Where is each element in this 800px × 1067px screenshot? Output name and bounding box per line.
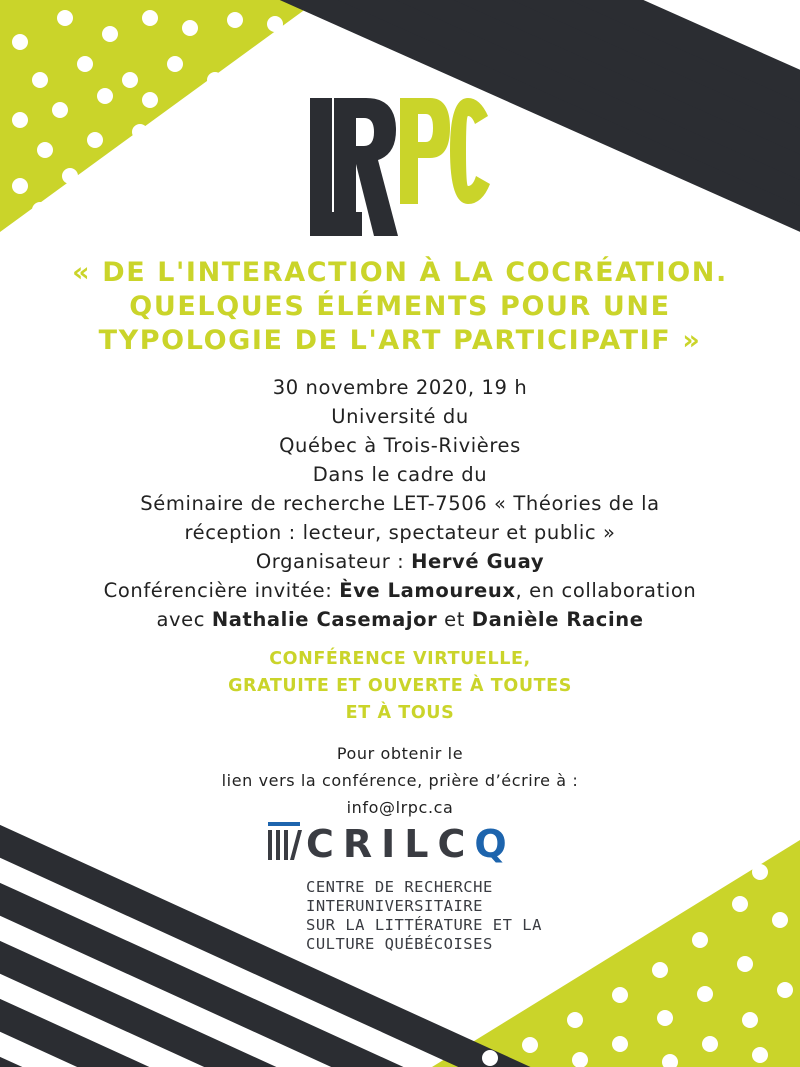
venue-line-2: Québec à Trois-Rivières: [279, 434, 521, 457]
collaborator-2: Danièle Racine: [471, 608, 644, 631]
seminar-line-2: réception : lecteur, spectateur et public »: [184, 521, 616, 544]
logo-c: [450, 98, 490, 204]
collab-label: , en collaboration: [515, 579, 697, 602]
talk-title: [30, 256, 770, 358]
crilcq-sub-4: CULTURE QUÉBÉCOISES: [306, 935, 493, 953]
contact-info: [100, 740, 700, 821]
crilcq-sub-3: SUR LA LITTÉRATURE ET LA: [306, 916, 542, 934]
venue-line-1: Université du: [331, 405, 469, 428]
collaborator-1: Nathalie Casemajor: [211, 608, 438, 631]
organizer-line: [20, 547, 780, 576]
speaker-label: Conférencière invitée:: [103, 579, 340, 602]
virtual-notice: [100, 646, 700, 727]
title-line-1: « DE L'INTERACTION À LA COCRÉATION.: [72, 257, 728, 288]
organizer-label: Organisateur :: [255, 550, 412, 573]
collab-and: et: [437, 608, 472, 631]
crilcq-fullname: [306, 878, 542, 954]
virtual-line-2: GRATUITE ET OUVERTE À TOUTES: [228, 676, 572, 696]
contact-email[interactable]: info@lrpc.ca: [346, 798, 454, 817]
logo-r: [334, 98, 398, 236]
lrpc-logo: [300, 92, 500, 242]
collab-prefix: avec: [156, 608, 212, 631]
crilcq-wordmark: [306, 820, 516, 868]
logo-p: [400, 98, 450, 204]
crilcq-name-main: CRILC: [306, 822, 475, 866]
crilcq-mark-icon: [268, 822, 302, 862]
contact-line-1: Pour obtenir le: [336, 744, 464, 763]
seminar-line-1: Séminaire de recherche LET-7506 « Théories de la: [140, 492, 660, 515]
speaker-line: [20, 576, 780, 605]
event-date: 30 novembre 2020, 19 h: [272, 376, 528, 399]
contact-line-2: lien vers la conférence, prière d’écrire à :: [221, 771, 579, 790]
organizer-name: Hervé Guay: [411, 550, 545, 573]
crilcq-name-q: Q: [474, 822, 516, 866]
title-line-3: TYPOLOGIE DE L'ART PARTICIPATIF »: [98, 325, 702, 356]
collaborators-line: [20, 605, 780, 634]
title-line-2: QUELQUES ÉLÉMENTS POUR UNE: [129, 291, 671, 322]
speaker-name: Ève Lamoureux: [339, 579, 516, 602]
context-intro: Dans le cadre du: [312, 463, 488, 486]
virtual-line-1: CONFÉRENCE VIRTUELLE,: [269, 649, 531, 669]
crilcq-sub-1: CENTRE DE RECHERCHE: [306, 878, 493, 896]
event-details: [20, 373, 780, 634]
crilcq-logo: [268, 818, 542, 958]
virtual-line-3: ET À TOUS: [345, 703, 455, 723]
crilcq-sub-2: INTERUNIVERSITAIRE: [306, 897, 483, 915]
